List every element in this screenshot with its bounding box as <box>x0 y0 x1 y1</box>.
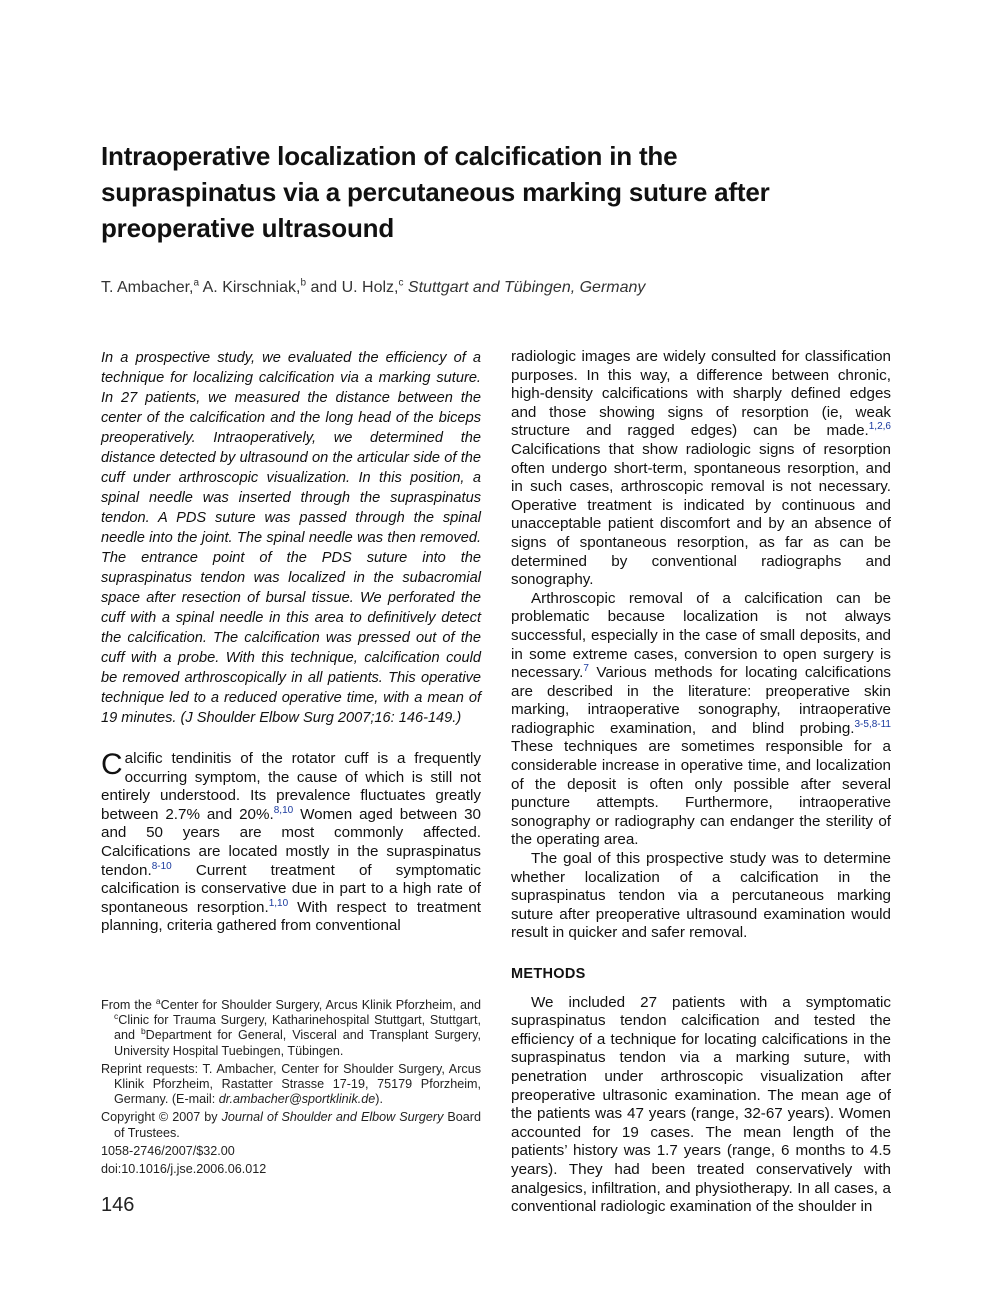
body-text: radiologic images are widely consulted for classification purposes. In this way, a difference between chronic, high-density calcifications with sharply defined edges and those showing signs of resorption (ie, weak structure and ragged edges) can be made. <box>511 348 891 440</box>
section-heading-methods: METHODS <box>511 966 586 982</box>
body-paragraph <box>511 590 891 850</box>
methods-paragraph: We included 27 patients with a symptomatic supraspinatus tendon calcification and tested the efficiency of a technique for locating calcifications in the supraspinatus tendon via a marking suture, with penetration under arthroscopic visualization after preoperative ultrasonic examination. The mean age of the patients was 47 years (range, 32-67 years). Women accounted for 19 cases. The mean length of the patients’ history was 1.7 years (range, 6 months to 4.5 years). They had been treated conservatively with analgesics, infiltration, and physiotherapy. In all cases, a conventional radiologic examination of the shoulder in <box>511 993 891 1216</box>
intro-text: With respect to treatment planning, criteria gathered from conventional <box>101 898 481 935</box>
body-text: These techniques are sometimes responsible for a considerable increase in operative time, and localization of the deposit is often only possible after several puncture attempts. Furthermore, intraoperative sonography or radiography can endanger the sterility of the operating area. <box>511 738 891 849</box>
footnotes <box>101 995 482 1180</box>
email-link[interactable]: dr.ambacher@sportklinik.de <box>218 1092 376 1107</box>
left-column <box>101 348 481 936</box>
footnote-text: Center for Shoulder Surgery, Arcus Klinik Pforzheim, and <box>160 998 481 1012</box>
affiliation-mark: c <box>398 277 404 289</box>
footnote-text: ). <box>375 1092 383 1107</box>
reference-link[interactable]: 8-10 <box>151 860 172 872</box>
author-kirschniak: A. Kirschniak, <box>199 279 301 296</box>
footnote-text: From the <box>101 998 156 1012</box>
article-title: Intraoperative localization of calcification in the supraspinatus via a percutaneous marking suture after preoperative ultrasound <box>101 141 770 243</box>
body-text: Calcifications that show radiologic signs of resorption often undergo short-term, spontaneous resorption, and in such cases, arthroscopic removal is not necessary. Operative treatment is indicated by continuous and unacceptable patient discomfort and by an absence of signs of spontaneous resorption, as far as can be determined by conventional radiographs and sonography. <box>511 440 891 589</box>
footnote-text: Copyright © 2007 by <box>101 1110 222 1125</box>
affiliation-mark: b <box>300 277 306 289</box>
drop-cap: C <box>101 748 123 781</box>
intro-text: alcific tendinitis of the rotator cuff is a frequently occurring symptom, the cause of which is still not entirely understood. Its prevalence fluctuates greatly between 2.7% and 20%. <box>101 750 481 823</box>
abstract-citation: (J Shoulder Elbow Surg 2007;16: 146-149.) <box>176 710 462 726</box>
affiliations-note <box>101 995 481 1059</box>
page-number: 146 <box>101 1194 135 1216</box>
abstract-text: In a prospective study, we evaluated the efficiency of a technique for localizing calcification via a marking suture. In 27 patients, we measured the distance between the center of the calcification and the long head of the biceps preoperatively. Intraoperatively, we determined the distance detected by ultrasound on the articular side of the cuff under arthroscopic visualization. In this position, a spinal needle was inserted through the supraspinatus tendon. A PDS suture was passed through the spinal needle into the joint. The spinal needle was then removed. The entrance point of the PDS suture into the supraspinatus tendon was localized in the subacromial space after resection of bursal tissue. We perforated the cuff with a spinal needle in this area to definitively detect the calcification. The calcification was pressed out of the cuff with a probe. With this technique, calcification could be removed arthroscopically in all patients. This operative technique led to a reduced operative time, with a mean of 19 minutes. <box>101 350 481 726</box>
footnote-text: Department for General, Visceral and Transplant Surgery, University Hospital Tuebingen, Tübingen. <box>114 1028 481 1058</box>
author-holz: and U. Holz, <box>306 279 399 296</box>
intro-text: Women aged between 30 and 50 years are most commonly affected. Calcifications are located mostly in the supraspinatus tendon. <box>101 805 482 879</box>
body-text: Arthroscopic removal of a calcification can be problematic because localization is not always successful, especially in the case of small deposits, and in some extreme cases, conversion to open surgery is necessary. <box>511 589 891 682</box>
reprint-note <box>101 1062 481 1108</box>
journal-name: Journal of Shoulder and Elbow Surgery <box>221 1110 444 1125</box>
affiliation-mark: a <box>155 995 161 1006</box>
reference-link[interactable]: 7 <box>583 663 589 675</box>
body-text: Various methods for locating calcifications are described in the literature: preoperative skin marking, intraoperative sonography, intraoperative radiographic examination, and blind probing. <box>511 664 891 737</box>
issn-note: 1058-2746/2007/$32.00 <box>101 1143 235 1158</box>
footnote-text: Board of Trustees. <box>114 1110 482 1140</box>
abstract <box>101 348 481 728</box>
author-line <box>101 277 801 299</box>
reference-link[interactable]: 8,10 <box>273 804 294 816</box>
footnote-text: Clinic for Trauma Surgery, Katharinehospital Stuttgart, Stuttgart, and <box>114 1013 481 1043</box>
doi-note[interactable]: doi:10.1016/j.jse.2006.06.012 <box>101 1162 267 1177</box>
intro-text: Current treatment of symptomatic calcification is conservative due in part to a high rate of spontaneous resorption. <box>101 861 481 916</box>
body-paragraph: The goal of this prospective study was to determine whether localization of a calcification in the supraspinatus tendon via a percutaneous marking suture after preoperative ultrasound examination would result in quicker and safer removal. <box>511 850 891 942</box>
affiliation-mark: b <box>140 1026 146 1037</box>
reference-link[interactable]: 1,2,6 <box>868 421 891 433</box>
affiliation-mark: a <box>193 277 200 289</box>
author-ambacher: T. Ambacher, <box>101 279 194 296</box>
right-column <box>511 348 891 1217</box>
footnote-text: Reprint requests: T. Ambacher, Center for Shoulder Surgery, Arcus Klinik Pforzheim, Rastatter Strasse 17-19, 75179 Pforzheim, Germany. (E-mail: <box>101 1061 481 1107</box>
intro-paragraph <box>101 750 481 936</box>
reference-link[interactable]: 3-5,8-11 <box>854 718 891 730</box>
body-paragraph <box>511 348 891 590</box>
affiliation-mark: c <box>114 1011 119 1022</box>
author-location: Stuttgart and Tübingen, Germany <box>403 279 646 296</box>
copyright-note <box>101 1110 481 1140</box>
reference-link[interactable]: 1,10 <box>268 897 289 909</box>
